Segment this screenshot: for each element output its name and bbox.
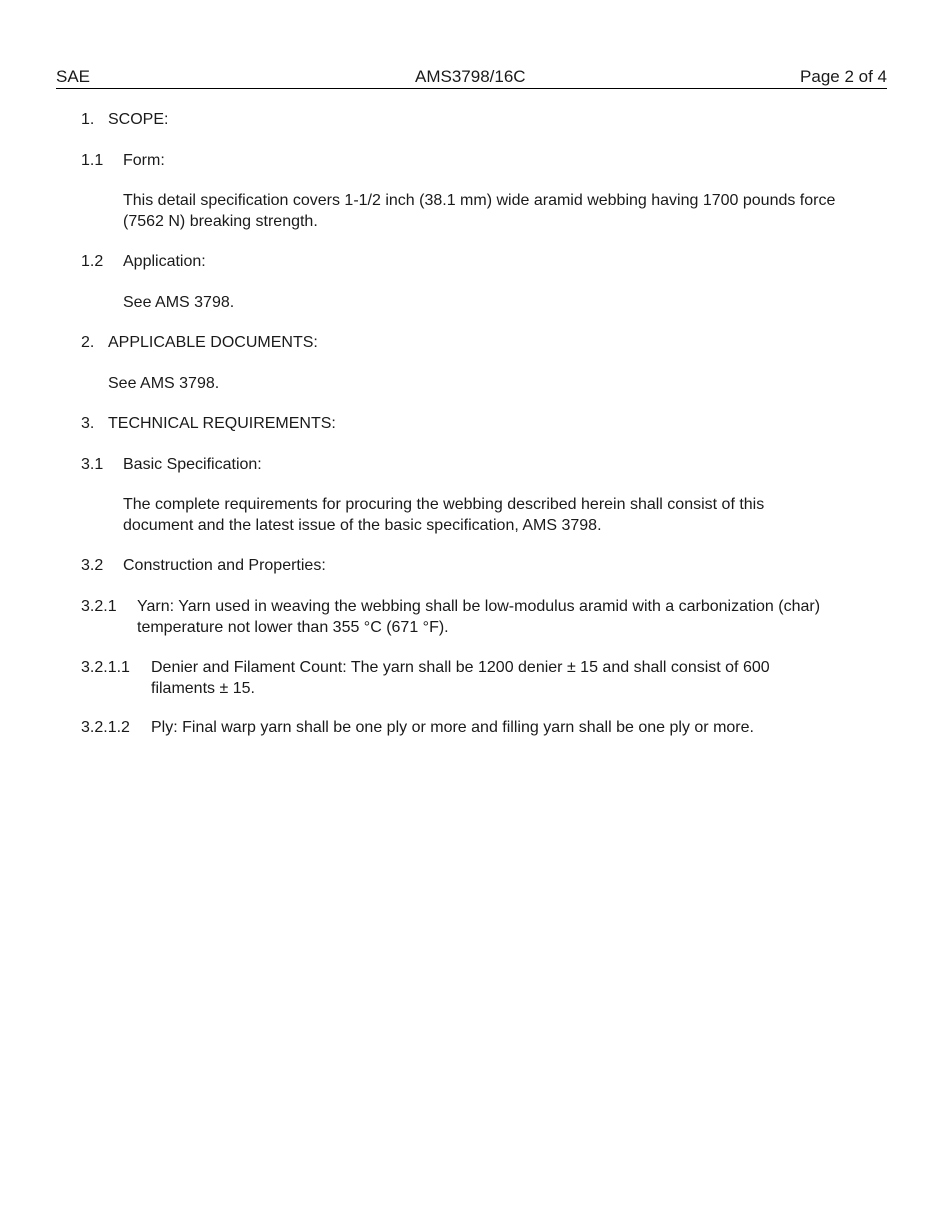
section-number: 1.2 [81,253,104,270]
section-number: 3.1 [81,456,104,473]
section-3-2-1-text: Yarn: Yarn used in weaving the webbing shall be low-modulus aramid with a carbonization (char) temperature not lower than 355 °C (671 °F). [137,598,821,636]
section-title: APPLICABLE DOCUMENTS: [108,334,318,351]
section-2-body: See AMS 3798. [108,375,220,392]
header-doc-number: AMS3798/16C [415,67,526,86]
section-3-2-1-2-number: 3.2.1.2 [81,719,130,736]
page-header [56,66,887,89]
section-3-2-1-number: 3.2.1 [81,598,117,615]
section-number: 2. [81,334,95,351]
section-title: SCOPE: [108,111,169,128]
header-page-number: Page 2 of 4 [800,67,887,86]
section-number: 3.2 [81,557,104,574]
section-title: Construction and Properties: [123,557,326,574]
section-1-2-body: See AMS 3798. [123,294,235,311]
section-3-2-1-2-text: Ply: Final warp yarn shall be one ply or more and filling yarn shall be one ply or more. [151,719,754,736]
section-3-2-1-1-number: 3.2.1.1 [81,659,130,676]
section-title: Application: [123,253,206,270]
section-3-2-1-1-text: Denier and Filament Count: The yarn shall be 1200 denier ± 15 and shall consist of 600 filaments ± 15. [151,659,770,697]
section-number: 3. [81,415,95,432]
section-1-1-body: This detail specification covers 1-1/2 inch (38.1 mm) wide aramid webbing having 1700 pounds force (7562 N) breaking strength. [123,192,836,230]
section-number: 1.1 [81,152,104,169]
section-title: Basic Specification: [123,456,262,473]
section-3-1-body: The complete requirements for procuring the webbing described herein shall consist of this document and the latest issue of the basic specification, AMS 3798. [123,496,765,534]
header-org: SAE [56,67,91,86]
section-number: 1. [81,111,95,128]
section-title: TECHNICAL REQUIREMENTS: [108,415,336,432]
section-title: Form: [123,152,165,169]
